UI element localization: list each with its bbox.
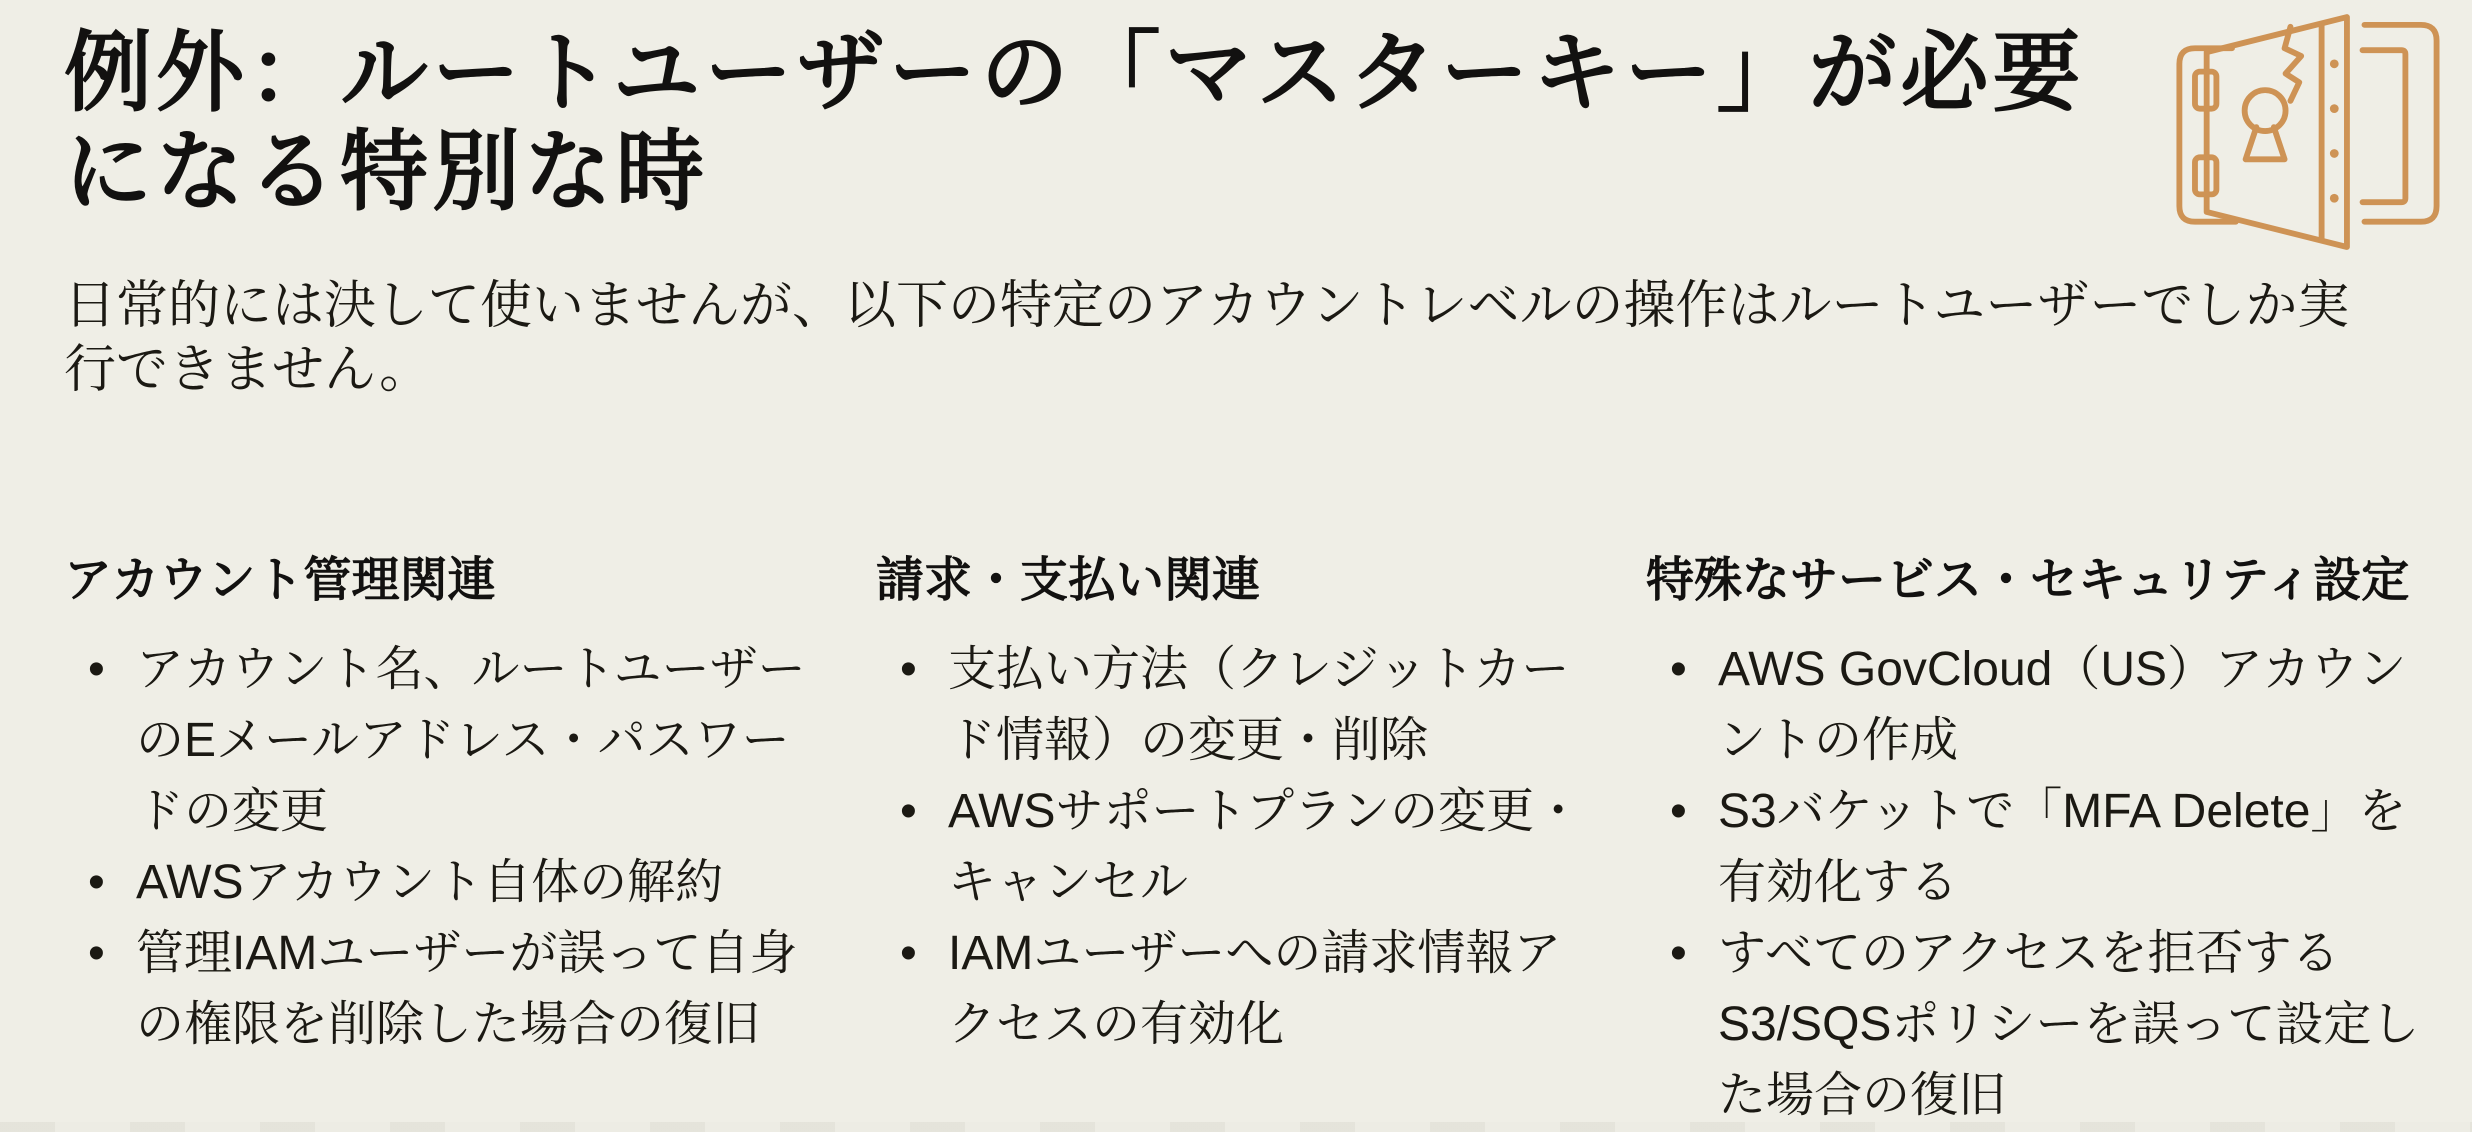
list-item: • AWSアカウント自体の解約 — [64, 847, 826, 918]
column-heading: アカウント管理関連 — [64, 553, 496, 607]
column-billing-payment — [876, 552, 1596, 1060]
column-special-service-security — [1646, 552, 2432, 1131]
bottom-edge-ghost — [0, 1122, 2472, 1132]
list-item: • 支払い方法（クレジットカード情報）の変更・削除 — [876, 634, 1596, 776]
list-item: • 管理IAMユーザーが誤って自身の権限を削除した場合の復旧 — [64, 918, 826, 1060]
bullet-list — [876, 634, 1596, 1060]
intro-text: 日常的には決して使いませんが、以下の特定のアカウントレベルの操作はルートユーザーでしか実行できません。 — [64, 277, 2350, 399]
list-item: • アカウント名、ルートユーザーのEメールアドレス・パスワードの変更 — [64, 634, 826, 847]
page-title — [64, 24, 2174, 221]
list-item: • AWS GovCloud（US）アカウンントの作成 — [1646, 634, 2432, 776]
title-line-1: 例外：ルートユーザーの「マスターキー」が必要 — [64, 23, 2085, 122]
title-line-2: になる特別な時 — [64, 121, 709, 221]
list-item: • S3バケットで「MFA Delete」を有効化する — [1646, 776, 2432, 918]
open-cracked-safe-icon — [2156, 8, 2458, 258]
bullet-list — [1646, 634, 2432, 1131]
column-heading: 請求・支払い関連 — [876, 553, 1261, 607]
list-item: • IAMユーザーへの請求情報アクセスの有効化 — [876, 918, 1596, 1060]
column-account-management — [64, 552, 826, 1060]
list-item: • AWSサポートプランの変更・キャンセル — [876, 776, 1596, 918]
list-item: • すべてのアクセスを拒否するS3/SQSポリシーを誤って設定した場合の復旧 — [1646, 918, 2432, 1131]
columns — [64, 552, 2432, 1131]
column-heading: 特殊なサービス・セキュリティ設定 — [1646, 553, 2410, 607]
bullet-list — [64, 634, 826, 1060]
